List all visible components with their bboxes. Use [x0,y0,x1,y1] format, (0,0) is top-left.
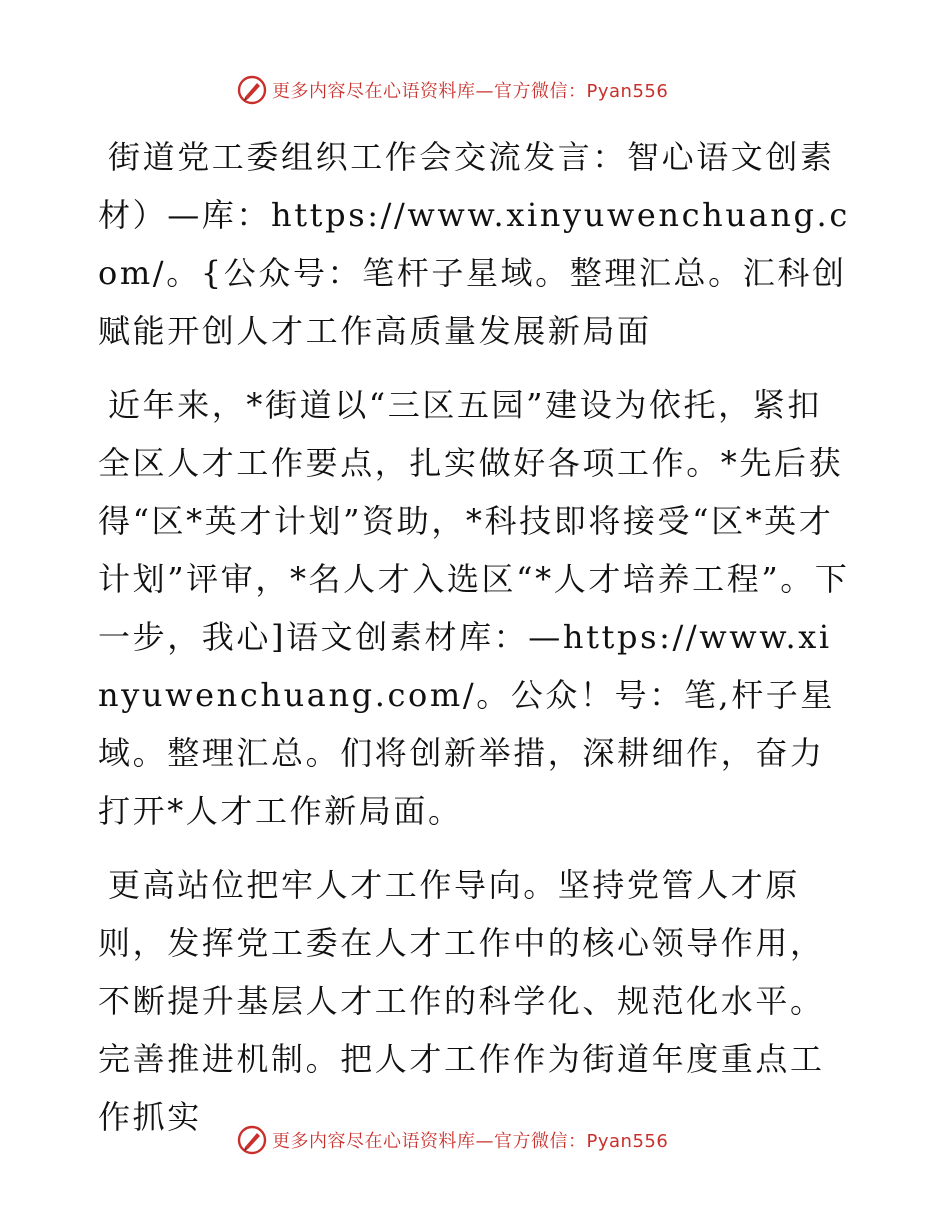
watermark-text: 更多内容尽在心语资料库—官方微信：Pyan556 [272,1131,669,1152]
pen-logo-icon [236,1124,268,1156]
footer-watermark [236,1122,716,1158]
pen-logo-icon [236,74,268,106]
watermark-text: 更多内容尽在心语资料库—官方微信：Pyan556 [272,81,669,102]
paragraph-orientation: 更高站位把牢人才工作导向。坚持党管人才原则，发挥党工委在人才工作中的核心领导作用，不断提升基层人才工作的科学化、规范化水平。完善推进机制。把人才工作作为街道年度重点工作抓实 [98,866,825,1136]
header-watermark [236,72,716,108]
paragraph-title: 街道党工委组织工作会交流发言：智心语文创素材）—库：https://www.xinyuwenchuang.com/。{公众号：笔杆子星域。整理汇总。汇科创赋能开创人才工作高质量发展新局面 [98,138,850,350]
document-body [98,128,850,1162]
paragraph-intro: 近年来，*街道以“三区五园”建设为依托，紧扣全区人才工作要点，扎实做好各项工作。*先后获得“区*英才计划”资助，*科技即将接受“区*英才计划”评审，*名人才入选区“*人才培养工程”。下一步，我心]语文创素材库：—https://www.xinyuwenchuang.com/。公众！号：笔,杆子星域。整理汇总。们将创新举措，深耕细作，奋力打开*人才工作新局面。 [98,386,850,830]
